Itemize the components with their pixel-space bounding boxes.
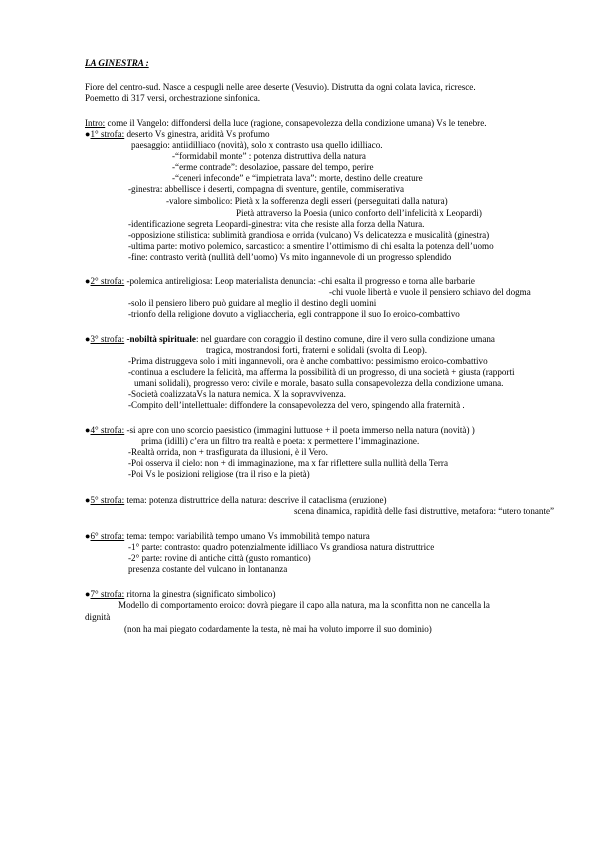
strofa-5-line: scena dinamica, rapidità delle fasi distruttive, metafora: “utero tonante”: [294, 506, 555, 516]
strofa-7-heading: [85, 589, 275, 600]
strofa-2-heading: [85, 276, 475, 287]
strofa-1-line: -“ceneri infeconde” e “impietrata lava”: morte, destino delle creature: [172, 173, 423, 183]
intro-line-2: Poemetto di 317 versi, orchestrazione sinfonica.: [85, 93, 261, 103]
strofa-3-line: -Compito dell’intellettuale: diffondere la consapevolezza del vero, spingendo alla fraternità .: [128, 400, 465, 410]
bullet-icon: ●: [85, 589, 91, 599]
strofa-6-line: -2° parte: rovine di antiche città (gusto romantico): [128, 553, 311, 563]
strofa-5-text: tema: potenza distruttrice della natura: descrive il cataclisma (eruzione): [124, 495, 387, 505]
bullet-icon: ●: [85, 129, 91, 139]
strofa-5-label: 5° strofa:: [90, 495, 125, 505]
strofa-1-line: -identificazione segreta Leopardi-ginestra: vita che resiste alla forza della Natura.: [128, 219, 425, 229]
strofa-7-text: ritorna la ginestra (significato simbolico): [124, 589, 276, 599]
strofa-4-line: -Poi osserva il cielo: non + di immaginazione, ma x far riflettere sulla nullità della Terra: [128, 458, 448, 468]
strofa-3-line: tragica, mostrandosi forti, fraterni e solidali (svolta di Leop).: [206, 345, 427, 355]
strofa-1-heading: [85, 129, 270, 140]
strofa-4-text: -si apre con uno scorcio paesistico (immagini luttuose + il poeta immerso nella natura (novità) ): [124, 425, 475, 435]
strofa-4-line: -Realtà orrida, non + trasfigurata da illusioni, è il Vero.: [128, 447, 328, 457]
strofa-4-heading: [85, 425, 475, 436]
strofa-1-line: -ultima parte: motivo polemico, sarcastico: a smentire l’ottimismo di chi esalta la potenza dell’uomo: [128, 241, 494, 251]
strofa-2-line: -solo il pensiero libero può guidare al meglio il destino degli uomini: [128, 298, 377, 308]
strofa-7-line: (non ha mai piegato codardamente la testa, nè mai ha voluto imporre il suo dominio): [124, 624, 432, 634]
intro-label: Intro:: [85, 118, 106, 128]
intro-paragraph: [85, 118, 487, 129]
strofa-1-line: -ginestra: abbellisce i deserti, compagna di sventure, gentile, commiserativa: [128, 184, 405, 194]
strofa-6-line: presenza costante del vulcano in lontananza: [128, 564, 288, 574]
intro-text: come il Vangelo: diffondersi della luce (ragione, consapevolezza della condizione umana) Vs le tenebre.: [105, 118, 487, 128]
strofa-6-line: -1° parte: contrasto: quadro potenzialmente idilliaco Vs grandiosa natura distruttrice: [128, 542, 435, 552]
strofa-1-line: -fine: contrasto verità (nullità dell’uomo) Vs mito ingannevole di un progresso splendido: [128, 252, 452, 262]
strofa-1-line: Pietà attraverso la Poesia (unico conforto dell’infelicità x Leopardi): [236, 208, 482, 218]
strofa-2-line: -trionfo della religione dovuto a vigliaccheria, egli contrappone il suo Io eroico-combattivo: [128, 309, 460, 319]
strofa-4-line: -Poi Vs le posizioni religiose (tra il riso e la pietà): [128, 469, 310, 479]
bullet-icon: ●: [85, 425, 91, 435]
strofa-3-line: -Prima distruggeva solo i miti ingannevoli, ora è anche combattivo: pessimismo eroico-combattivo: [128, 356, 488, 366]
strofa-2-label: 2° strofa:: [90, 276, 125, 286]
strofa-3-line: umani solidali), progresso vero: civile e morale, basato sulla consapevolezza della condizione umana.: [134, 378, 504, 388]
bullet-icon: ●: [85, 276, 91, 286]
strofa-3-line: -continua a escludere la felicità, ma afferma la possibilità di un progresso, di una società + giusta (rapporti: [128, 367, 515, 377]
strofa-4-label: 4° strofa:: [90, 425, 125, 435]
intro-line-1: Fiore del centro-sud. Nasce a cespugli nelle aree deserte (Vesuvio). Distrutta da ogni colata lavica, ricresce.: [85, 82, 476, 92]
strofa-6-heading: [85, 531, 370, 542]
strofa-2-line: -chi vuole libertà e vuole il pensiero schiavo del dogma: [329, 287, 531, 297]
strofa-7-line: Modello di comportamento eroico: dovrà piegare il capo alla natura, ma la sconfitta non ne cancella la: [118, 600, 490, 610]
strofa-6-text: tema: tempo: variabilità tempo umano Vs immobilità tempo natura: [124, 531, 370, 541]
strofa-1-line: -“formidabil monte” : potenza distruttiva della natura: [172, 151, 366, 161]
strofa-6-label: 6° strofa:: [90, 531, 125, 541]
strofa-7-line: dignità: [85, 612, 111, 622]
bullet-icon: ●: [85, 495, 91, 505]
bullet-icon: ●: [85, 334, 91, 344]
strofa-4-line: prima (idilli) c’era un filtro tra realtà e poeta: x permettere l’immaginazione.: [141, 436, 420, 446]
strofa-1-line: -valore simbolico: Pietà x la sofferenza degli esseri (perseguitati dalla natura): [166, 196, 448, 206]
strofa-2-text: -polemica antireligiosa: Leop materialista denuncia: -chi esalta il progresso e torna alle barbarie: [124, 276, 475, 286]
strofa-1-line: -opposizione stilistica: sublimità grandiosa e orrida (vulcano) Vs delicatezza e musicalità (ginestra): [128, 230, 490, 240]
page-title: LA GINESTRA :: [85, 58, 149, 68]
strofa-3-line: -Società coalizzataVs la natura nemica. X la sopravvivenza.: [128, 389, 346, 399]
strofa-7-label: 7° strofa:: [90, 589, 125, 599]
strofa-3-text: : nel guardare con coraggio il destino comune, dire il vero sulla condizione umana: [195, 334, 495, 344]
strofa-3-bold: -nobiltà spirituale: [126, 334, 196, 344]
bullet-icon: ●: [85, 531, 91, 541]
strofa-1-label: 1° strofa:: [90, 129, 125, 139]
strofa-1-text: deserto Vs ginestra, aridità Vs profumo: [124, 129, 270, 139]
strofa-5-heading: [85, 495, 387, 506]
strofa-1-line: paesaggio: antiidilliaco (novità), solo x contrasto usa quello idilliaco.: [131, 140, 383, 150]
strofa-3-heading: [85, 334, 495, 345]
strofa-1-line: -“erme contrade”: desolazioe, passare del tempo, perire: [172, 162, 374, 172]
strofa-3-label: 3° strofa:: [90, 334, 125, 344]
